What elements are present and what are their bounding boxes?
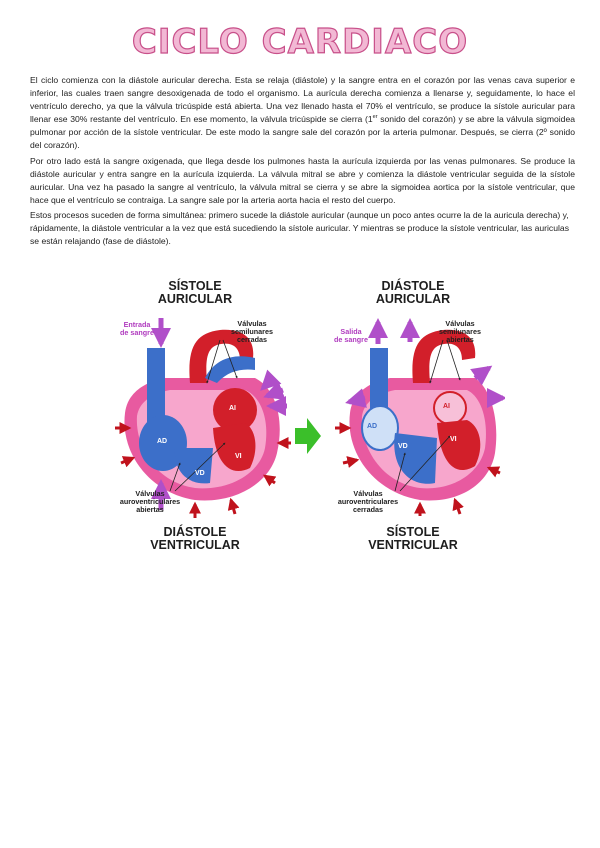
left-top-heading-line-2: AURICULAR bbox=[157, 292, 233, 306]
left-semilunar-label: Válvulas semilunares cerradas bbox=[231, 319, 273, 344]
paragraph-2: Por otro lado está la sangre oxigenada, que llega desde los pulmones hasta la aurícula izquierda por las venas pulmonares. Se produce la diástole auricular y entra sangre en la aurícula izquierda. La válvula mitral se abre y comienza la diástole ventricular seguida de la sístole auricular. Una vez ha pasado la sangre al ventrículo, la válvula mitral se cierra y se abre la sigmoidea aortica por la sístole ventricular, que hace que el ventrículo se contraiga. La sangre sale por la arteria aorta hacia el resto del cuerpo. bbox=[30, 155, 575, 205]
left-chamber-ai: AI bbox=[229, 405, 236, 412]
body-text bbox=[30, 74, 575, 250]
left-top-heading bbox=[135, 280, 255, 306]
left-chamber-ad: AD bbox=[157, 438, 168, 445]
left-av-valves-label: Válvulas auroventriculares abiertas bbox=[119, 489, 181, 514]
left-bottom-heading-line-1: DIÁSTOLE bbox=[163, 525, 227, 539]
paragraph-1-part-a: El ciclo comienza con la diástole auricular derecha. Esta se relaja (diástole) y la sangre entra en el corazón por las venas cava superior e inferior, las cuales traen sangre desoxigenada de todo el organismo. La aurícula derecha comienza a llenarse y, seguidamente, lo hace el ventrículo derecho, ya que la válvula tricúspide está abierta. Una vez llenado hasta el 70% el ventrículo, se produce la sístole auricular para llenar ese 30% restante del ventrículo. En ese momento, la válvula tricúspide se cierra (1 bbox=[30, 75, 575, 125]
right-chamber-vd: VD bbox=[398, 443, 408, 450]
left-chamber-vd: VD bbox=[195, 470, 205, 477]
right-flow-label: Salida de sangre bbox=[334, 327, 368, 344]
left-top-heading-line-1: SÍSTOLE bbox=[168, 279, 222, 293]
right-bottom-heading-line-2: VENTRICULAR bbox=[368, 538, 458, 552]
right-bottom-heading bbox=[353, 526, 473, 552]
right-semilunar-label: Válvulas semilunares abiertas bbox=[439, 319, 481, 344]
right-top-heading-line-2: AURICULAR bbox=[375, 292, 451, 306]
right-top-heading-line-1: DIÁSTOLE bbox=[381, 279, 445, 293]
left-bottom-heading bbox=[135, 526, 255, 552]
transition-arrow-icon bbox=[295, 418, 321, 454]
paragraph-3: Estos procesos suceden de forma simultánea: primero sucede la diástole auricular (aunque un poco antes ocurre la de la auricula derecha) y, rápidamente, la diástole ventricular a la vez que está sucediendo la sístole auricular. Y mientras se produce la sístole ventricular, las auriculas se están relajando (fase de diástole). bbox=[30, 209, 569, 247]
right-top-heading bbox=[353, 280, 473, 306]
right-heart bbox=[335, 319, 503, 516]
paragraph-1-superscript: er bbox=[372, 114, 378, 121]
right-chamber-ad: AD bbox=[367, 423, 378, 430]
page-title: CICLO CARDIACO bbox=[131, 22, 469, 62]
right-av-valves-label: Válvulas auroventriculares cerradas bbox=[337, 489, 399, 514]
right-chamber-ai: AI bbox=[443, 403, 450, 410]
paragraph-1-part-b: sonido del corazón) y se abre la válvula sigmoidea pulmonar por acción de la sístole ventricular. De este modo la sangre sale del corazón por la arteria pulmonar. Después, se cierra (2º sonido del corazón). bbox=[30, 114, 576, 151]
right-chamber-vi: VI bbox=[450, 436, 457, 443]
left-flow-label: Entrada de sangre bbox=[120, 320, 154, 337]
left-bottom-heading-line-2: VENTRICULAR bbox=[150, 538, 240, 552]
right-bottom-heading-line-1: SÍSTOLE bbox=[386, 525, 440, 539]
paragraph-1 bbox=[30, 74, 575, 153]
heart-cycle-figure bbox=[95, 278, 505, 563]
left-heart bbox=[115, 318, 291, 518]
left-chamber-vi: VI bbox=[235, 453, 242, 460]
right-atrium-left bbox=[434, 392, 466, 424]
